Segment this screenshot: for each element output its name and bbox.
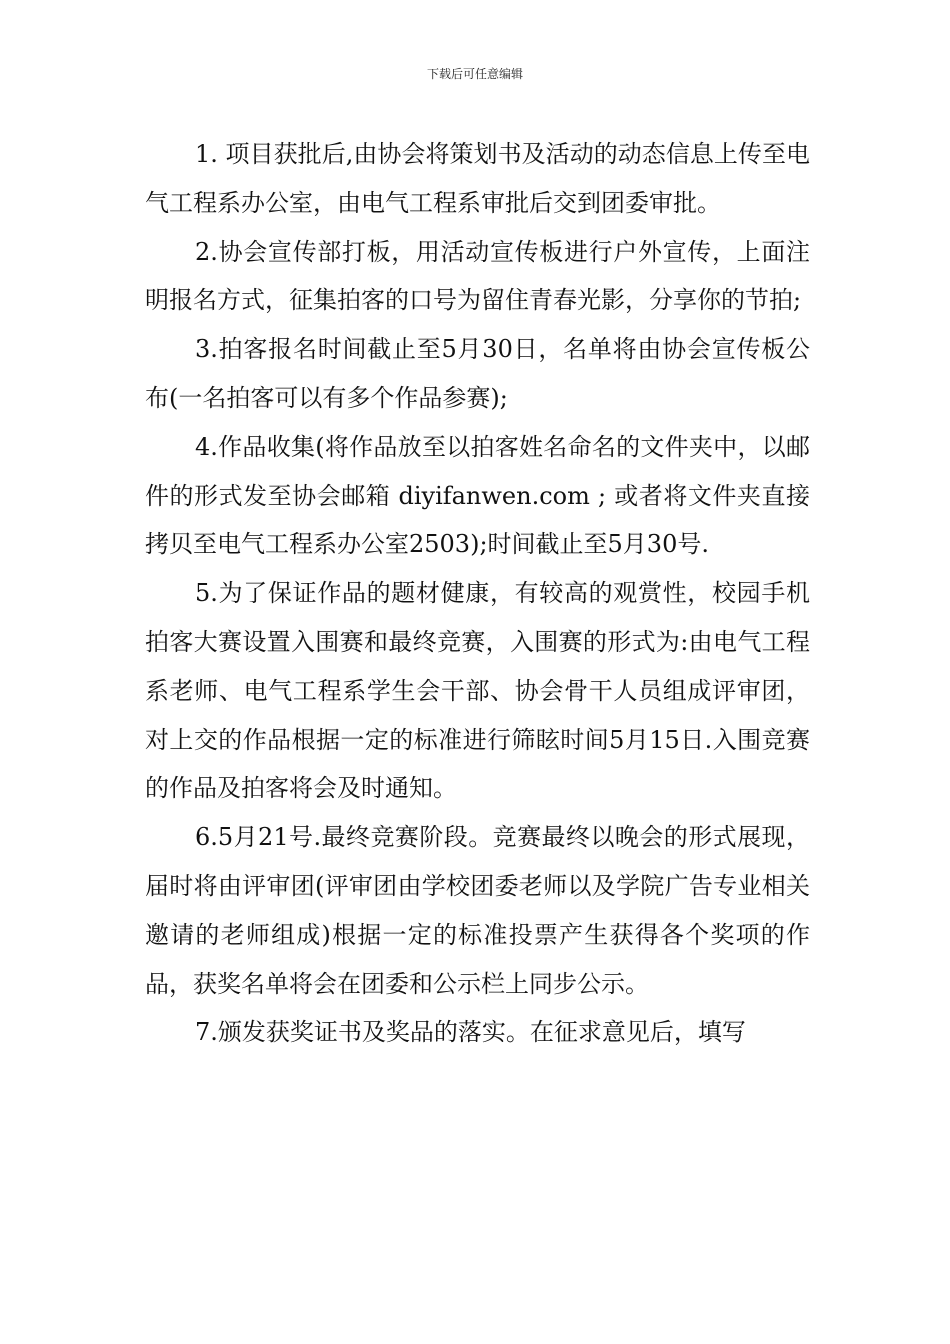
paragraph-item-5: 5.为了保证作品的题材健康，有较高的观赏性，校园手机拍客大赛设置入围赛和最终竞赛，入围赛的形式为:由电气工程系老师、电气工程系学生会干部、协会骨干人员组成评审团，对上交的作品根据一定的标准进行筛眩时间5月15日.入围竞赛的作品及拍客将会及时通知。 (145, 579, 810, 803)
paragraph-item-3: 3.拍客报名时间截止至5月30日，名单将由协会宣传板公布(一名拍客可以有多个作品参赛); (145, 335, 810, 412)
document-body (145, 130, 810, 1057)
paragraph-item-1: 1. 项目获批后,由协会将策划书及活动的动态信息上传至电气工程系办公室，由电气工程系审批后交到团委审批。 (145, 140, 810, 217)
paragraph-item-2: 2.协会宣传部打板，用活动宣传板进行户外宣传，上面注明报名方式，征集拍客的口号为留住青春光影，分享你的节拍; (145, 237, 810, 315)
paragraph-item-6: 6.5月21号.最终竞赛阶段。竞赛最终以晚会的形式展现，届时将由评审团(评审团由学校团委老师以及学院广告专业相关邀请的老师组成)根据一定的标准投票产生获得各个奖项的作品，获奖名单将会在团委和公示栏上同步公示。 (145, 823, 810, 998)
paragraph-item-4: 4.作品收集(将作品放至以拍客姓名命名的文件夹中，以邮件的形式发至协会邮箱 diyifanwen.com ; 或者将文件夹直接拷贝至电气工程系办公室2503);时间截止至5月30号. (145, 432, 810, 559)
page-header-note: 下载后可任意编辑 (426, 67, 523, 81)
paragraph-item-7: 7.颁发获奖证书及奖品的落实。在征求意见后，填写 (195, 1018, 746, 1047)
